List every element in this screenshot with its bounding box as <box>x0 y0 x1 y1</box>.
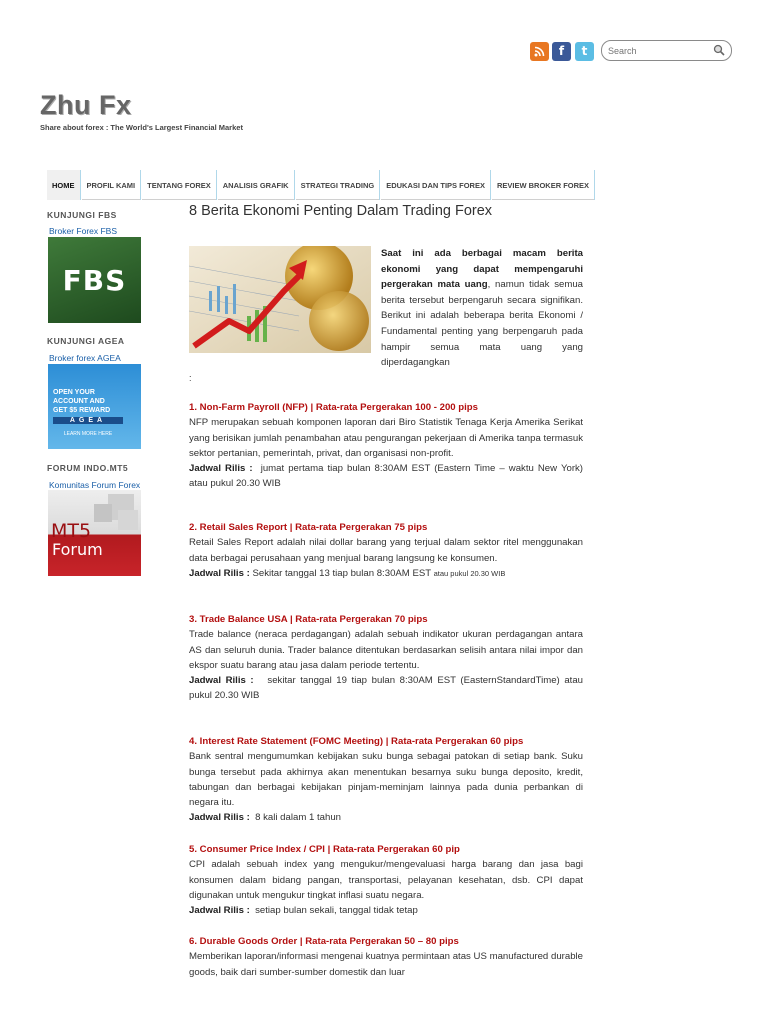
fbs-banner-text: FBS <box>62 263 127 297</box>
sidebar-link-fbs[interactable]: Broker Forex FBS <box>49 226 118 236</box>
article-section <box>189 520 583 581</box>
section-heading: 1. Non-Farm Payroll (NFP) | Rata-rata Pergerakan 100 - 200 pips <box>189 402 478 413</box>
mt5-banner-subtitle: Forum <box>52 540 103 559</box>
sidebar-heading-agea: KUNJUNGI AGEA <box>47 336 125 346</box>
section-heading: 4. Interest Rate Statement (FOMC Meeting) | Rata-rata Pergerakan 60 pips <box>189 736 524 747</box>
section-body: Trade balance (neraca perdagangan) adalah sebuah indikator ukuran perdagangan antara AS dan seluruh dunia. Trader balance ditentukan berdasarkan selisih antara nilai impor dan ekspor suatu barang atau jasa dalam periode tertentu. <box>189 629 583 671</box>
article-intro-bold: Saat ini ada berbagai macam berita ekonomi yang dapat mempengaruhi pergerakan mata uang <box>381 248 583 291</box>
search-box <box>601 40 732 61</box>
nav-item-analisis-grafik[interactable]: ANALISIS GRAFIK <box>217 170 295 200</box>
section-heading: 2. Retail Sales Report | Rata-rata Pergerakan 75 pips <box>189 522 428 533</box>
agea-banner-line: ACCOUNT AND <box>53 398 105 405</box>
nav-item-tentang-forex[interactable]: TENTANG FOREX <box>141 170 217 200</box>
article-section <box>189 934 583 980</box>
site-tagline: Share about forex : The World's Largest Financial Market <box>40 123 243 132</box>
article-title[interactable]: 8 Berita Ekonomi Penting Dalam Trading Forex <box>189 203 493 219</box>
article-section <box>189 734 583 826</box>
article-intro-rest: , namun tidak semua berita tersebut berpengaruh secara signifikan. Berikut ini adalah beberapa berita Ekonomi / Fundamental penting yang berpengaruh pada hampir semua mata uang yang diperdagangkan <box>381 279 584 369</box>
article-section <box>189 842 583 918</box>
section-body: CPI adalah sebuah index yang mengukur/mengevaluasi harga barang dan jasa bagi konsumen dalam bidang pangan, transportasi, pelayanan kesehatan, dsb. CPI dapat digunakan untuk mengukur tingkat inflasi suatu negara. <box>189 859 583 901</box>
agea-banner-learn: LEARN MORE HERE <box>63 431 113 437</box>
section-heading: 3. Trade Balance USA | Rata-rata Pergerakan 70 pips <box>189 614 428 625</box>
article-intro <box>381 246 583 371</box>
sidebar-heading-fbs: KUNJUNGI FBS <box>47 210 117 220</box>
search-icon[interactable] <box>713 44 725 56</box>
sidebar-link-mt5[interactable]: Komunitas Forum Forex <box>49 480 141 490</box>
schedule-text: sekitar tanggal 19 tiap bulan 8:30AM EST (EasternStandardTime) atau pukul 20.30 WIB <box>189 675 583 702</box>
nav-item-home[interactable]: HOME <box>46 170 81 200</box>
section-schedule <box>189 673 583 704</box>
section-body: NFP merupakan sebuah komponen laporan dari Biro Statistik Tenaga Kerja Amerika Serikat yang berisikan jumlah penambahan atau pengurangan pekerjaan di Amerika tanpa termasuk sektor pertanian, pemerintah, privat, dan organisasi non-profit. <box>189 417 583 459</box>
section-schedule <box>189 461 583 492</box>
nav-item-strategi-trading[interactable]: STRATEGI TRADING <box>295 170 381 200</box>
sidebar-link-agea[interactable]: Broker forex AGEA <box>49 353 121 363</box>
schedule-text: setiap bulan sekali, tanggal tidak tetap <box>255 905 418 917</box>
section-schedule <box>189 566 583 581</box>
section-schedule <box>189 810 583 825</box>
site-title[interactable]: Zhu Fx <box>40 90 132 120</box>
article-section <box>189 612 583 704</box>
fbs-banner[interactable] <box>48 237 141 323</box>
mt5-banner-title: MT5 <box>51 520 92 542</box>
schedule-label: Jadwal Rilis : <box>189 675 254 687</box>
twitter-icon[interactable]: t <box>575 42 594 61</box>
agea-banner-line: GET $5 REWARD <box>53 407 111 414</box>
agea-banner-brand: AGEA <box>53 417 123 424</box>
schedule-small-text: atau pukul 20.30 WIB <box>433 568 506 578</box>
article-section <box>189 400 583 492</box>
section-body: Retail Sales Report adalah nilai dollar barang yang terjual dalam sektor ritel menggunakan data berbagai perusahaan yang menjual barang langsung ke konsumen. <box>189 537 583 564</box>
schedule-text: Sekitar tanggal 13 tiap bulan 8:30AM EST <box>252 567 431 579</box>
social-icons <box>530 40 594 62</box>
nav-item-profil-kami[interactable]: PROFIL KAMI <box>81 170 142 200</box>
article-hero-image <box>189 246 371 353</box>
section-body: Memberikan laporan/informasi mengenai kuatnya permintaan atas US manufactured durable goods, baik dari sumber-sumber domestik dan luar <box>189 951 583 978</box>
section-heading: 6. Durable Goods Order | Rata-rata Pergerakan 50 – 80 pips <box>189 936 459 947</box>
sidebar-heading-mt5: FORUM INDO.MT5 <box>47 463 129 473</box>
schedule-text: 8 kali dalam 1 tahun <box>255 812 341 824</box>
section-schedule <box>189 903 583 918</box>
schedule-label: Jadwal Rilis : <box>189 905 250 917</box>
search-input[interactable] <box>608 46 708 56</box>
section-heading: 5. Consumer Price Index / CPI | Rata-rata Pergerakan 60 pip <box>189 844 460 855</box>
facebook-icon[interactable]: f <box>552 42 571 61</box>
mt5-forum-banner[interactable] <box>48 490 141 576</box>
schedule-label: Jadwal Rilis : <box>189 567 250 579</box>
agea-banner-line: OPEN YOUR <box>53 389 95 396</box>
article-intro-colon: : <box>189 373 192 383</box>
schedule-label: Jadwal Rilis : <box>189 463 253 475</box>
nav-item-review-broker[interactable]: REVIEW BROKER FOREX <box>491 170 595 200</box>
schedule-text: jumat pertama tiap bulan 8:30AM EST (Eastern Time – waktu New York) atau pukul 20.30 WIB <box>189 463 584 490</box>
section-body: Bank sentral mengumumkan kebijakan suku bunga sebagai patokan di setiap bank. Suku bunga tersebut pada akhirnya akan menentukan besarnya suku bunga deposito, kredit, tabungan dan berbagai kebijakan pinjam-meminjam lainnya pada dunia perbankan di negara itu. <box>189 751 583 809</box>
main-nav <box>46 170 595 200</box>
rss-icon[interactable] <box>530 42 549 61</box>
nav-item-edukasi[interactable]: EDUKASI DAN TIPS FOREX <box>380 170 491 200</box>
schedule-label: Jadwal Rilis : <box>189 812 250 824</box>
agea-banner[interactable] <box>48 364 141 449</box>
